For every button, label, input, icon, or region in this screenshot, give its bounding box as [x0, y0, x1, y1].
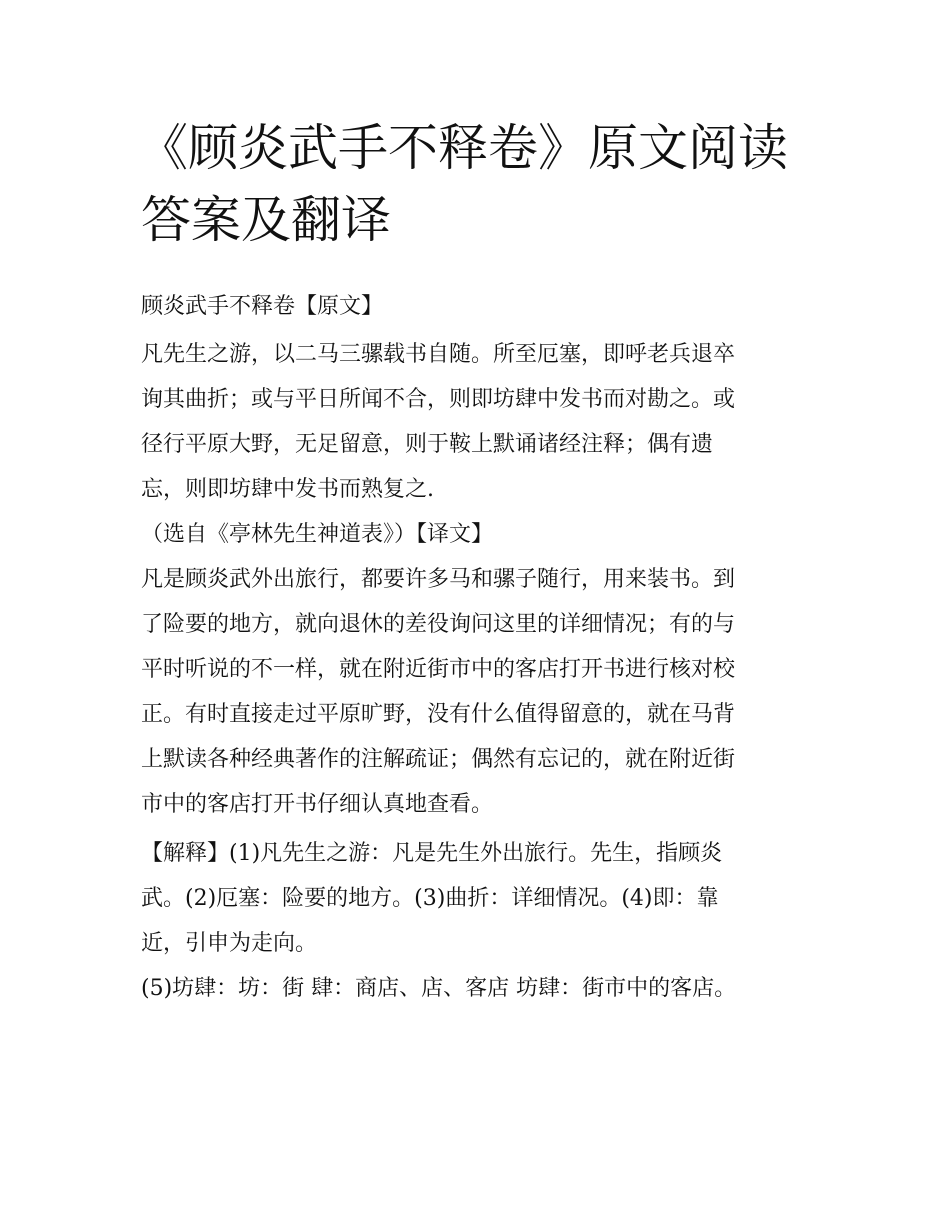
text-line: 上默读各种经典著作的注解疏证；偶然有忘记的，就在附近街 — [141, 747, 736, 772]
text-line: （选自《亭林先生神道表》）【译文】 — [141, 522, 494, 547]
text-line: (5)坊肆：坊：街 肆：商店、店、客店 坊肆：街市中的客店。 — [141, 976, 737, 1001]
title-line-1: 《顾炎武手不释卷》原文阅读 — [138, 119, 788, 177]
text-line: 了险要的地方，就向退休的差役询问这里的详细情况；有的与 — [141, 612, 736, 637]
source-line — [141, 512, 821, 557]
title-line-2: 答案及翻译 — [141, 191, 391, 249]
text-line: 近，引申为走向。 — [141, 931, 318, 956]
text-line: 凡先生之游，以二马三骡载书自随。所至厄塞，即呼老兵退卒 — [141, 342, 736, 367]
document-page — [138, 112, 821, 1011]
text-line: 询其曲折；或与平日所闻不合，则即坊肆中发书而对勘之。或 — [141, 387, 736, 412]
text-line: 武。(2)厄塞：险要的地方。(3)曲折：详细情况。(4)即：靠 — [141, 886, 719, 911]
text-line: 【解释】(1)凡先生之游：凡是先生外出旅行。先生，指顾炎 — [141, 841, 723, 866]
section-heading: 顾炎武手不释卷【原文】 — [141, 294, 384, 319]
text-line: 平时听说的不一样，就在附近街市中的客店打开书进行核对校 — [141, 657, 736, 682]
text-line: 凡是顾炎武外出旅行，都要许多马和骡子随行，用来装书。到 — [141, 567, 736, 592]
notes-paragraph — [141, 831, 821, 966]
note-5-paragraph — [141, 966, 821, 1011]
text-line: 忘，则即坊肆中发书而熟复之. — [141, 477, 434, 502]
original-text-paragraph — [141, 332, 821, 512]
document-title — [138, 112, 821, 256]
text-line: 市中的客店打开书仔细认真地查看。 — [141, 792, 494, 817]
text-line: 正。有时直接走过平原旷野，没有什么值得留意的，就在马背 — [141, 702, 736, 727]
text-line: 径行平原大野，无足留意，则于鞍上默诵诸经注释；偶有遗 — [141, 432, 714, 457]
translation-paragraph — [141, 557, 821, 827]
